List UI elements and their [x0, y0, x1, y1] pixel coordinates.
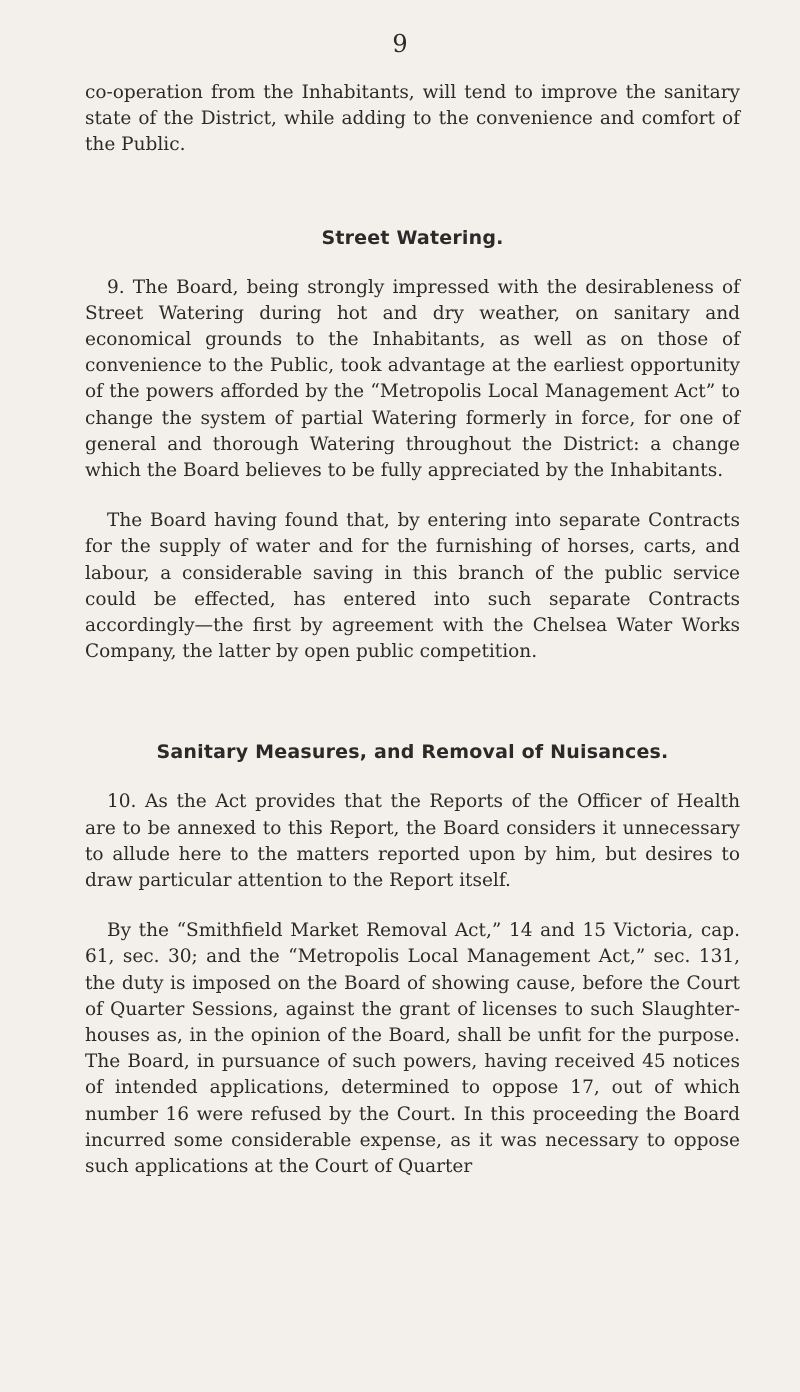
sanitary-measures-paragraph-1: 10. As the Act provides that the Reports of the Officer of Health are to be annexed to this Report, the Board considers it unnecessary to allude here to the matters reported upon by him, but desires to draw particular attention to the Report itself. — [85, 791, 740, 892]
section-heading-street-watering: Street Watering. — [321, 226, 504, 249]
sanitary-measures-paragraph-2: By the “Smithfield Market Removal Act,” 14 and 15 Victoria, cap. 61, sec. 30; and the “Metropolis Local Management Act,” sec. 131, the duty is imposed on the Board of showing cause, before the Court of Quarter Sessions, against the grant of licenses to such Slaughter-houses as, in the opinion of the Board, shall be unfit for the purpose. The Board, in pursuance of such powers, having received 45 notices of intended applications, determined to oppose 17, out of which number 16 were refused by the Court. In this proceeding the Board incurred some considerable expense, as it was necessary to oppose such applications at the Court of Quarter — [85, 920, 740, 1178]
street-watering-paragraph-1: 9. The Board, being strongly impressed with the desirableness of Street Watering during hot and dry weather, on sanitary and economical grounds to the Inhabitants, as well as on those of convenience to the Public, took advantage at the earliest opportunity of the powers afforded by the “Metropolis Local Management Act” to change the system of partial Watering formerly in force, for one of general and thorough Watering throughout the District: a change which the Board believes to be fully appreciated by the Inhabitants. — [85, 276, 740, 482]
section-heading-sanitary-measures: Sanitary Measures, and Removal of Nuisances. — [156, 741, 669, 764]
page-number: 9 — [392, 30, 408, 58]
intro-paragraph: co-operation from the Inhabitants, will tend to improve the sanitary state of the District, while adding to the convenience and comfort of the Public. — [85, 82, 740, 156]
street-watering-paragraph-2: The Board having found that, by entering into separate Contracts for the supply of water and for the furnishing of horses, carts, and labour, a considerable saving in this branch of the public service could be effected, has entered into such separate Contracts accordingly—the first by agreement with the Chelsea Water Works Company, the latter by open public competition. — [85, 510, 740, 663]
document-body — [85, 80, 740, 1180]
